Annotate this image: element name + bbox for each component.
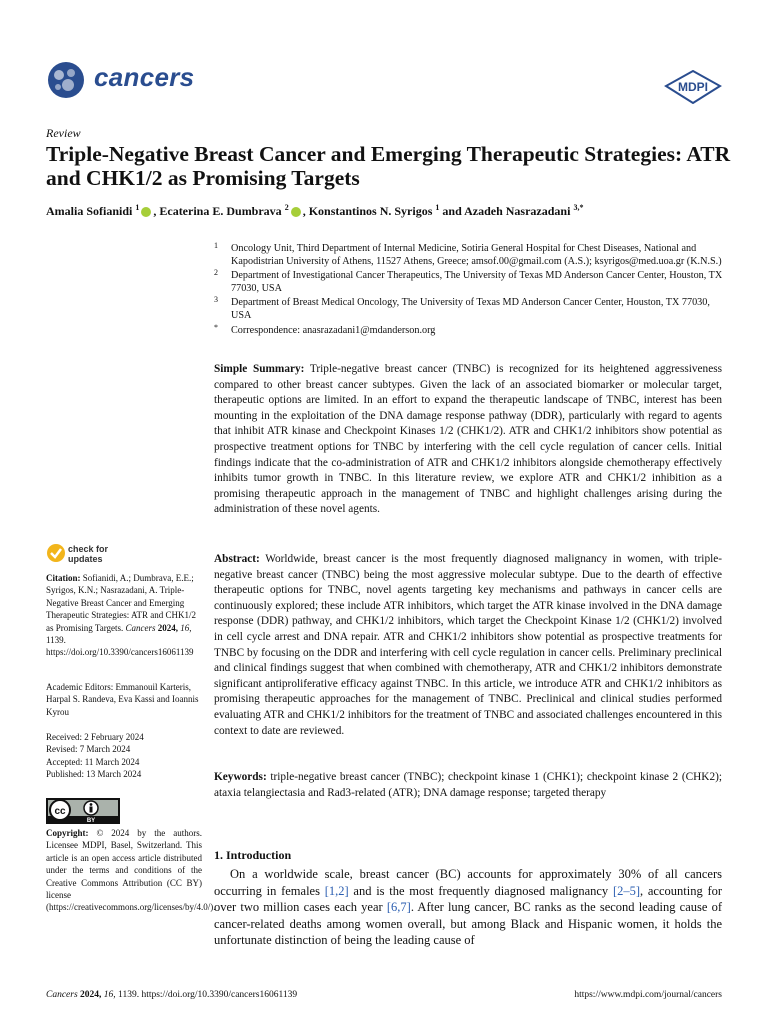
journal-name: cancers [94,62,195,92]
author-affil-mark: 2 [284,203,289,212]
article-type: Review [46,126,81,140]
keywords [214,770,722,801]
abstract-label: Abstract: [214,553,260,565]
publisher-text: MDPI [678,80,708,94]
check-for-updates-label[interactable]: check for updates [68,544,109,564]
svg-text:cc: cc [54,806,66,817]
simple-summary [214,362,722,518]
copyright: Copyright: © 2024 by the authors. Licensee MDPI, Basel, Switzerland. This article is an open access article distributed under the terms and conditions of the Creative Commons Attribution (CC BY) license (https://creativecommons.org/licenses/by/4.0/). [46,828,216,913]
footer-citation: Cancers 2024, 16, 1139. https://doi.org/10.3390/cancers16061139 [46,990,298,1000]
author-name: Azadeh Nasrazadani [464,204,571,218]
abstract [214,552,722,739]
author-affil-mark: 3,* [573,203,584,212]
cc-by-text: BY [86,818,96,824]
author-join: and [442,204,462,218]
orcid-icon[interactable] [291,207,301,217]
journal-logo-icon [46,60,86,100]
academic-editors: Academic Editors: Emmanouil Karteris, Harpal S. Randeva, Eva Kassi and Ioannis Kyrou [46,682,199,717]
revised-date: Revised: 7 March 2024 [46,744,131,755]
mdpi-logo-icon [664,70,722,104]
affiliation-item: 2 Department of Investigational Cancer Therapeutics, The University of Texas MD Anderson Cancer Center, Houston, TX 77030, USA [214,268,723,294]
author-list: Amalia Sofianidi $^1$ , Ecaterina E. Dumbrava $^2$ , Konstantinos N. Syrigos $^1$ and Azadeh Nasrazadani $^{3,*}$ [46,203,584,218]
cc-by-license-icon[interactable] [46,798,120,824]
simple-summary-label: Simple Summary: [214,363,305,375]
affiliations [214,243,724,339]
dates [46,731,202,781]
affiliation-item: 3 Department of Breast Medical Oncology, The University of Texas MD Anderson Cancer Center, Houston, TX 77030, USA [214,295,710,321]
citation: Citation: Sofianidi, A.; Dumbrava, E.E.; Syrigos, K.N.; Nasrazadani, A. Triple-Negative Breast Cancer and Emerging Therapeutic Strategies: ATR and CHK1/2 as Promising Targets. Cancers 2024, 16, 1139. https://doi.org/10.3390/cancers16061139 [46,573,196,658]
affiliation-item: 1 Oncology Unit, Third Department of Internal Medicine, Sotiria General Hospital for Chest Diseases, National and Kapodistrian University of Athens, 11527 Athens, Greece; amsof.00@gmail.com (A.S.); ksyrigos@med.uoa.gr (K.N.S.) [214,241,722,267]
received-date: Received: 2 February 2024 [46,732,144,742]
author-name: Konstantinos N. Syrigos [308,204,433,218]
author-affil-mark: 1 [135,203,140,212]
author-name: Ecaterina E. Dumbrava [159,204,282,218]
correspondence: * Correspondence: anasrazadani1@mdanderson.org [214,322,436,336]
published-date: Published: 13 March 2024 [46,769,142,780]
check-for-updates-icon[interactable] [46,543,66,563]
abstract-text: Worldwide, breast cancer is the most frequently diagnosed malignancy in women, with triple-negative breast cancer (TNBC) being the most aggressive molecular subtype. Due to the dearth of effective therapeutic options for TNBC, novel agents targeting key mechanisms and pathways in cancer cells are continuously explored; these include ATR inhibitors, which target the ATR kinase involved in the DNA damage response (DDR) pathway, and CHK1/2 inhibitors, which target the Checkpoint Kinase 1/2 (CHK1/2) involved in cell cycle arrest and DNA repair. ATR and CHK1/2 inhibitors show potential as prospective treatments for TNBC by focusing on the DDR and interfering with cell cycle regulation in cancer cells. Preliminary preclinical and clinical findings suggest that when combined with chemotherapy, ATR and CHK1/2 inhibitors demonstrate significant antiproliferative efficacy against TNBC. In this article, we introduce ATR and CHK1/2 inhibitors as promising therapeutic approaches for the management of TNBC. Preclinical and clinical studies performed evaluating ATR and CHK1/2 inhibitors for the treatment of TNBC and associated challenges encountered in this context to date are reviewed. [214,553,723,737]
keywords-label: Keywords: [214,771,267,783]
author-name: Amalia Sofianidi [46,204,133,218]
footer-journal-url[interactable]: https://www.mdpi.com/journal/cancers [574,990,722,1000]
orcid-icon[interactable] [141,207,151,217]
intro-paragraph: On a worldwide scale, breast cancer (BC) accounts for approximately 30% of all cancers occurring in females [1,2] and is the most frequently diagnosed malignancy [2–5], accounting for over two million cases each year [6,7]. After lung cancer, BC ranks as the second leading cause of cancer-related deaths among women overall, but among Black and Hispanic women, it holds the unfortunate distinction of being the leading cause of [214,867,723,948]
reference-link[interactable]: [6,7] [386,900,411,915]
reference-link[interactable]: [2–5] [612,883,641,898]
simple-summary-text: Triple-negative breast cancer (TNBC) is recognized for its heightened aggressiveness compared to other breast cancer subtypes. Given the lack of an associated biomarker or molecular target, therapeutic options are limited. In an effort to expand the therapeutic landscape of TNBC, interest has been mounting in the exploitation of the DNA damage response pathway (DDR), particularly with regard to agents that inhibit ATR kinase and Checkpoint Kinases 1/2 (CHK1/2). ATR and CHK1/2 inhibitors show potential as prospective treatment options for TNBC by interfering with the cell cycle regulation of cancer cells. Initial findings indicate that the co-administration of ATR and CHK1/2 inhibitors alongside chemotherapy effectively inhibits tumor growth in TNBC. In this literature review, we explore ATR and CHK1/2 inhibition as a promising therapeutic approach in the management of TNBC and highlight challenges arising during the administration of these novel agents. [214,363,722,516]
article-title: Triple-Negative Breast Cancer and Emerging Therapeutic Strategies: ATR and CHK1/2 as Promising Targets [46,142,731,190]
author-affil-mark: 1 [435,203,440,212]
reference-link[interactable]: [1,2] [324,883,349,898]
keywords-text: triple-negative breast cancer (TNBC); checkpoint kinase 1 (CHK1); checkpoint kinase 2 (CHK2); ataxia telangiectasia and Rad3-related (ATR); DNA damage response; targeted therapy [214,771,723,799]
accepted-date: Accepted: 11 March 2024 [46,756,140,767]
section-heading: 1. Introduction [214,848,292,862]
